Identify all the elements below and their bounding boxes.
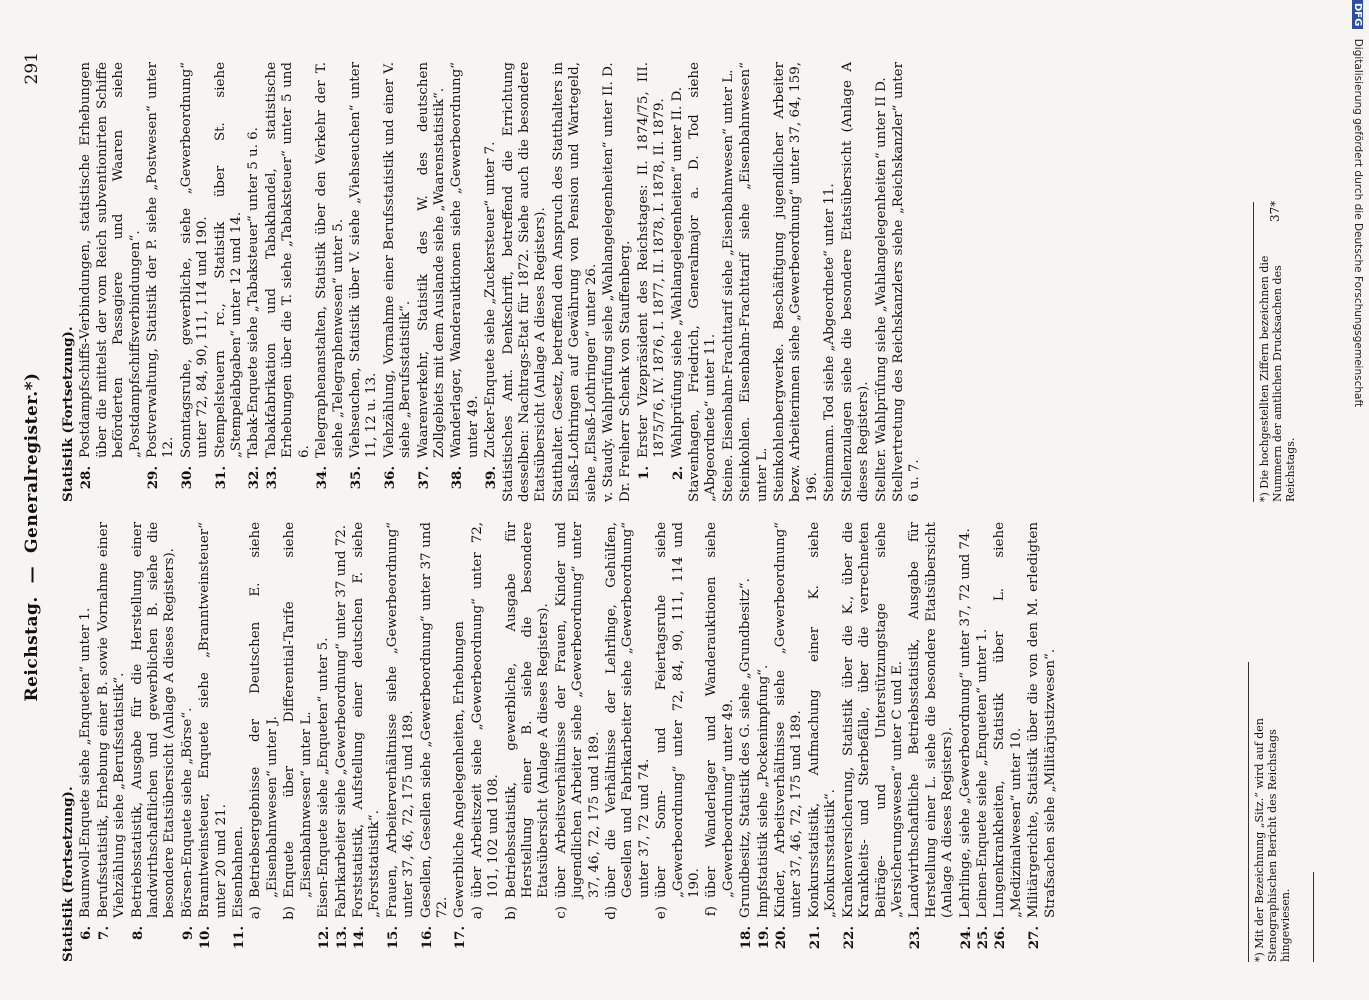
register-entry bbox=[179, 62, 212, 502]
register-entry bbox=[1026, 522, 1059, 962]
entry-text: Telegraphenanstalten, Statistik über den Verkehr der T. siehe „Telegraphenwesen“ unter 5. bbox=[314, 62, 346, 458]
entry-text: Gesellen, Gesellen siehe „Gewerbeordnung“ unter 37 und 72. bbox=[418, 522, 450, 918]
register-entry bbox=[687, 62, 720, 502]
register-entry bbox=[470, 522, 503, 962]
register-entry bbox=[213, 62, 246, 502]
register-entry bbox=[636, 62, 669, 502]
register-entry bbox=[180, 522, 196, 962]
register-entry bbox=[704, 522, 737, 962]
entry-text: Militärgerichte, Statistik über die von den M. erledigten Strafsachen siehe „Militärjustizwesen“. bbox=[1026, 522, 1058, 918]
register-entry bbox=[348, 62, 381, 502]
register-entry bbox=[958, 522, 974, 962]
register-entry bbox=[773, 522, 806, 962]
entry-number: 30. bbox=[178, 466, 195, 490]
entry-text: Betriebsstatistik, gewerbliche, Ausgabe für Herstellung einer B. siehe die besondere Etatsübersicht (Anlage A dieses Registers). bbox=[503, 522, 552, 898]
entry-text: Viehzählung, Vornahme einer Berufsstatistik und einer V. siehe „Berufsstatistik“. bbox=[381, 62, 414, 458]
register-entry bbox=[316, 522, 332, 962]
entry-text: Gewerbliche Angelegenheiten, Erhebungen bbox=[452, 621, 468, 918]
entry-number: 17. bbox=[452, 926, 469, 950]
register-entry bbox=[738, 522, 754, 962]
register-entry bbox=[501, 62, 550, 502]
entry-text: Waarenverkehr, Statistik des W. des deutschen Zollgebiets mit dem Auslande siehe „Waarenstatistik“. bbox=[415, 62, 447, 458]
entry-text: Tabakfabrikation und Tabakhandel, statistische Erhebungen über die T. siehe „Tabaksteuer“ unter 5 und 6. bbox=[263, 62, 312, 458]
register-entry bbox=[891, 62, 924, 502]
entry-text: Betriebsergebnisse der Deutschen E. siehe „Eisenbahnwesen“ unter J. bbox=[248, 522, 280, 898]
entry-text: Postverwaltung, Statistik der P. siehe „Postwesen“ unter 12. bbox=[145, 62, 177, 458]
entry-text: Steinkohlenbergwerke. Beschäftigung jugendlicher Arbeiter bezw. Arbeiterinnen siehe „Gewerbeordnung“ unter 37, 64, 159, 196. bbox=[772, 62, 820, 502]
register-entry bbox=[604, 522, 653, 962]
entry-number: 19. bbox=[755, 926, 772, 950]
register-entry bbox=[351, 522, 384, 962]
entry-number: 36. bbox=[381, 466, 398, 490]
dfg-logo-icon: DFG bbox=[1352, 0, 1363, 29]
entry-text: Baumwoll-Enquete siehe „Enqueten“ unter 1. bbox=[78, 607, 94, 918]
entry-number: 7. bbox=[95, 926, 112, 940]
register-entry bbox=[452, 522, 468, 962]
entry-text: Sonntagsruhe, gewerbliche, siehe „Gewerbeordnung“ unter 72, 84, 90, 111, 114 und 190. bbox=[178, 62, 211, 458]
right-footnote: *) Die hochgestellten Ziffern bezeichnen die Nummern der amtlichen Drucksachen des Reichstags. bbox=[1253, 202, 1297, 502]
entry-number: 23. bbox=[907, 926, 924, 950]
register-entry bbox=[807, 522, 840, 962]
entry-number: 11. bbox=[231, 926, 248, 950]
entry-number: e) bbox=[654, 906, 670, 920]
entry-number: 24. bbox=[957, 926, 974, 950]
entry-text: Landwirthschaftliche Betriebsstatistik, Ausgabe für Herstellung einer L. siehe die besondere Etatsübersicht (Anlage A dieses Registers). bbox=[907, 522, 956, 918]
attribution-text-wrap bbox=[1352, 0, 1364, 1000]
entry-text: v. Staudy. Wahlprüfung siehe „Wahlangelegenheiten“ unter II. D. bbox=[601, 62, 616, 502]
register-entry bbox=[385, 522, 418, 962]
entry-text: Lungenkrankheiten, Statistik über L. siehe „Medizinalwesen“ unter 10. bbox=[992, 522, 1024, 918]
entry-number: 25. bbox=[974, 926, 991, 950]
entry-text: Fabrikarbeiter siehe „Gewerbeordnung“ unter 37 und 72. bbox=[333, 524, 349, 918]
entry-text: Leinen-Enquete siehe „Enqueten“ unter 1. bbox=[974, 628, 990, 918]
register-entry bbox=[334, 522, 350, 962]
entry-text: Grundbesitz, Statistik des G. siehe „Grundbesitz“. bbox=[738, 578, 754, 918]
register-entry bbox=[670, 62, 686, 502]
entry-number: a) bbox=[469, 906, 485, 920]
entry-text: Zucker-Enquete siehe „Zuckersteuer“ unter 7. bbox=[483, 141, 499, 458]
entry-number: 14. bbox=[350, 926, 367, 950]
entry-number: 33. bbox=[263, 466, 280, 490]
entry-text: Betriebsstatistik, Ausgabe für die Herstellung einer landwirthschaftlichen und gewerblichen B. siehe die besondere Etatsübersicht (Anlage A dieses Registers). bbox=[129, 522, 178, 918]
entry-text: Lehrlinge, siehe „Gewerbeordnung“ unter 37, 72 und 74. bbox=[957, 528, 973, 918]
register-entry bbox=[231, 522, 247, 962]
register-entry bbox=[654, 522, 703, 962]
register-entry bbox=[554, 522, 603, 962]
attribution-text: Digitalisierung gefördert durch die Deutsche Forschungsgemeinschaft bbox=[1352, 38, 1364, 408]
right-column-heading: Statistik (Fortsetzung). bbox=[60, 326, 76, 502]
register-entry bbox=[601, 62, 617, 502]
register-entry bbox=[197, 522, 230, 962]
entry-text: über Arbeitszeit siehe „Gewerbeordnung“ unter 72, 101, 102 und 108. bbox=[469, 522, 502, 898]
rotated-register-page bbox=[8, 32, 1348, 992]
entry-number: 6. bbox=[78, 926, 95, 940]
entry-text: Börsen-Enquete siehe „Börse“. bbox=[179, 707, 195, 918]
entry-text: Statistisches Amt. Denkschrift, betreffend die Errichtung desselben: Nachtrags-Etat für 1872. Siehe auch die besondere Etatsübersicht (Anlage A dieses Registers). bbox=[500, 62, 549, 502]
left-column bbox=[60, 522, 1280, 962]
register-entry bbox=[416, 62, 449, 502]
entry-text: Stellenzulagen siehe die besondere Etatsübersicht (Anlage A dieses Registers). bbox=[839, 62, 872, 502]
entry-text: Eisenbahnen. bbox=[231, 825, 247, 918]
header-left: Reichstag. bbox=[22, 596, 42, 702]
register-entry bbox=[246, 62, 262, 502]
entry-number: 18. bbox=[738, 926, 755, 950]
register-entry bbox=[449, 62, 482, 502]
register-entry bbox=[975, 522, 991, 962]
entry-text: Forststatistik, Aufstellung einer deutschen F. siehe „Forststatistik“. bbox=[350, 522, 383, 918]
register-entry bbox=[841, 522, 907, 962]
entry-text: Postdampfschiffs-Verbindungen, statistische Erhebungen über die mittelst der vom Reich subventionirten Schiffe beförderten Passagiere und Waaren siehe „Postdampfschiffsverbindungen“. bbox=[78, 62, 143, 458]
register-entry bbox=[483, 62, 499, 502]
entry-number: 32. bbox=[246, 466, 263, 490]
left-footnote: *) Mit der Bezeichnung „Sitz.“ wird auf den Stenographischen Bericht des Reichstags hingewiesen. bbox=[1248, 662, 1292, 962]
bottom-divider bbox=[1313, 872, 1314, 962]
header-dash: — bbox=[22, 565, 42, 584]
page-number: 291 bbox=[22, 52, 42, 85]
entry-text: Stavenhagen, Friedrich, Generalmajor a. D. Tod siehe „Abgeordnete“ unter 11. bbox=[687, 62, 719, 502]
entry-text: Stellvertretung des Reichskanzlers siehe „Reichskanzler“ unter 6 u. 7. bbox=[890, 62, 923, 502]
entry-text: über Wanderlager und Wanderauktionen siehe „Gewerbeordnung“ unter 49. bbox=[704, 522, 736, 898]
entry-number: 31. bbox=[212, 466, 229, 490]
entry-text: Enquete über Differential-Tarife siehe „Eisenbahnwesen“ unter L. bbox=[282, 522, 314, 898]
entry-text: Viehseuchen, Statistik über V. siehe „Viehseuchen“ unter 11, 12 u. 13. bbox=[347, 62, 380, 458]
register-entry bbox=[992, 522, 1025, 962]
register-entry bbox=[248, 522, 281, 962]
entry-text: Statthalter. Gesetz, betreffend den Anspruch des Statthalters in Elsaß-Lothringen auf Gewährung von Pension und Wartegeld, siehe „Elsaß-Lothringen“ unter 26. bbox=[550, 62, 599, 502]
entry-text: Kinder, Arbeitsverhältnisse siehe „Gewerbeordnung“ unter 37, 46, 72, 175 und 189. bbox=[773, 522, 805, 918]
entry-number: 16. bbox=[418, 926, 435, 950]
register-entry bbox=[738, 62, 771, 502]
signature-mark: 37* bbox=[1268, 200, 1282, 222]
entry-number: b) bbox=[503, 906, 519, 920]
entry-number: 12. bbox=[316, 926, 333, 950]
right-column bbox=[60, 62, 1280, 502]
header-right: Generalregister.*) bbox=[22, 372, 42, 553]
register-entry bbox=[504, 522, 553, 962]
register-entry bbox=[907, 522, 956, 962]
register-entry bbox=[840, 62, 873, 502]
entry-number: c) bbox=[553, 906, 569, 919]
register-entry bbox=[96, 522, 129, 962]
entry-number: 15. bbox=[384, 926, 401, 950]
register-entry bbox=[264, 62, 313, 502]
register-entry bbox=[618, 62, 634, 502]
entry-text: Branntweinsteuer, Enquete siehe „Branntweinsteuer“ unter 20 und 21. bbox=[197, 522, 229, 918]
entry-number: 29. bbox=[145, 466, 162, 490]
entry-number: 39. bbox=[483, 466, 500, 490]
right-entry-list bbox=[78, 62, 923, 502]
left-entry-list bbox=[78, 522, 1059, 962]
entry-text: über die Verhältnisse der Lehrlinge, Gehülfen, Gesellen und Fabrikarbeiter siehe „Gewerbeordnung“ unter 37, 72 und 74. bbox=[604, 522, 652, 898]
register-entry bbox=[78, 522, 94, 962]
entry-number: 21. bbox=[806, 926, 823, 950]
entry-number: 20. bbox=[773, 926, 790, 950]
entry-text: Krankenversicherung, Statistik über die K., über die Krankheits- und Sterbefälle, über die verrechneten Beiträge- und Unterstützungstage siehe „Versicherungswesen“ unter C und E. bbox=[840, 522, 905, 918]
entry-text: Eisen-Enquete siehe „Enqueten“ unter 5. bbox=[316, 637, 332, 918]
entry-number: 35. bbox=[347, 466, 364, 490]
entry-text: Steine. Eisenbahn-Frachttarif siehe „Eisenbahnwesen“ unter L. bbox=[720, 69, 736, 502]
register-entry bbox=[756, 522, 772, 962]
entry-number: 2. bbox=[669, 466, 686, 480]
entry-text: Stellter. Wahlprüfung siehe „Wahlangelegenheiten“ unter II D. bbox=[873, 77, 889, 502]
register-entry bbox=[721, 62, 737, 502]
entry-number: 37. bbox=[415, 466, 432, 490]
register-entry bbox=[551, 62, 600, 502]
entry-text: Wahlprüfung siehe „Wahlangelegenheiten“ unter II. D. bbox=[669, 86, 685, 458]
register-entry bbox=[822, 62, 838, 502]
attribution-strip bbox=[1348, 0, 1368, 1000]
entry-text: Wanderlager, Wanderauktionen siehe „Gewerbeordnung“ unter 49. bbox=[449, 62, 481, 458]
entry-number: 28. bbox=[78, 466, 95, 490]
entry-text: über Arbeitsverhältnisse der Frauen, Kinder und jugendlichen Arbeiter siehe „Gewerbeordnung“ unter 37, 46, 72, 175 und 189. bbox=[553, 522, 602, 898]
entry-text: Impfstatistik siehe „Pockenimpfung“. bbox=[755, 664, 771, 918]
entry-text: Steinmann. Tod siehe „Abgeordnete“ unter 11. bbox=[822, 183, 838, 502]
entry-number: 9. bbox=[179, 926, 196, 940]
register-entry bbox=[130, 522, 179, 962]
entry-number: 26. bbox=[992, 926, 1009, 950]
page-title bbox=[22, 112, 42, 962]
entry-text: Dr. Freiherr Schenk von Stauffenberg. bbox=[618, 240, 634, 502]
entry-number: a) bbox=[248, 906, 264, 920]
register-entry bbox=[419, 522, 452, 962]
entry-number: 13. bbox=[333, 926, 350, 950]
entry-text: Tabak-Enquete siehe „Tabaksteuer“ unter 5 u. 6. bbox=[246, 127, 262, 458]
entry-number: 38. bbox=[449, 466, 466, 490]
register-entry bbox=[282, 522, 315, 962]
entry-number: 34. bbox=[314, 466, 331, 490]
entry-number: 10. bbox=[197, 926, 214, 950]
register-entry bbox=[314, 62, 347, 502]
entry-number: f) bbox=[704, 906, 720, 917]
left-column-heading: Statistik (Fortsetzung). bbox=[60, 786, 76, 962]
entry-text: Steinkohlen. Eisenbahn-Frachttarif siehe „Eisenbahnwesen“ unter L. bbox=[738, 62, 770, 502]
page-header bbox=[12, 52, 52, 962]
entry-text: Erster Vizepräsident des Reichstages: II. 1874/75, III. 1875/76, IV. 1876, I. 1877, II. 1878, I. 1878, II. 1879. bbox=[635, 62, 668, 458]
entry-text: Stempelsteuern rc., Statistik über St. siehe „Stempelabgaben“ unter 12 und 14. bbox=[212, 62, 245, 458]
entry-text: Frauen, Arbeiterverhältnisse siehe „Gewerbeordnung“ unter 37, 46, 72, 175 und 189. bbox=[384, 522, 417, 918]
entry-number: d) bbox=[604, 906, 619, 920]
register-entry bbox=[382, 62, 415, 502]
entry-text: Berufsstatistik, Erhebung einer B. sowie Vornahme einer Viehzählung siehe „Berufsstatistik“. bbox=[95, 522, 128, 918]
entry-number: 22. bbox=[840, 926, 857, 950]
entry-text: Konkursstatistik, Aufmachung einer K. siehe „Konkursstatistik“. bbox=[806, 522, 839, 918]
register-entry bbox=[772, 62, 821, 502]
entry-text: über Sonn- und Feiertagsruhe siehe „Gewerbeordnung“ unter 72, 84, 90, 111, 114 und 190. bbox=[654, 522, 703, 898]
entry-number: 27. bbox=[1026, 926, 1043, 950]
entry-number: 8. bbox=[129, 926, 146, 940]
entry-number: b) bbox=[282, 906, 298, 920]
register-entry bbox=[145, 62, 178, 502]
register-entry bbox=[78, 62, 144, 502]
register-entry bbox=[874, 62, 890, 502]
entry-number: 1. bbox=[635, 466, 652, 480]
